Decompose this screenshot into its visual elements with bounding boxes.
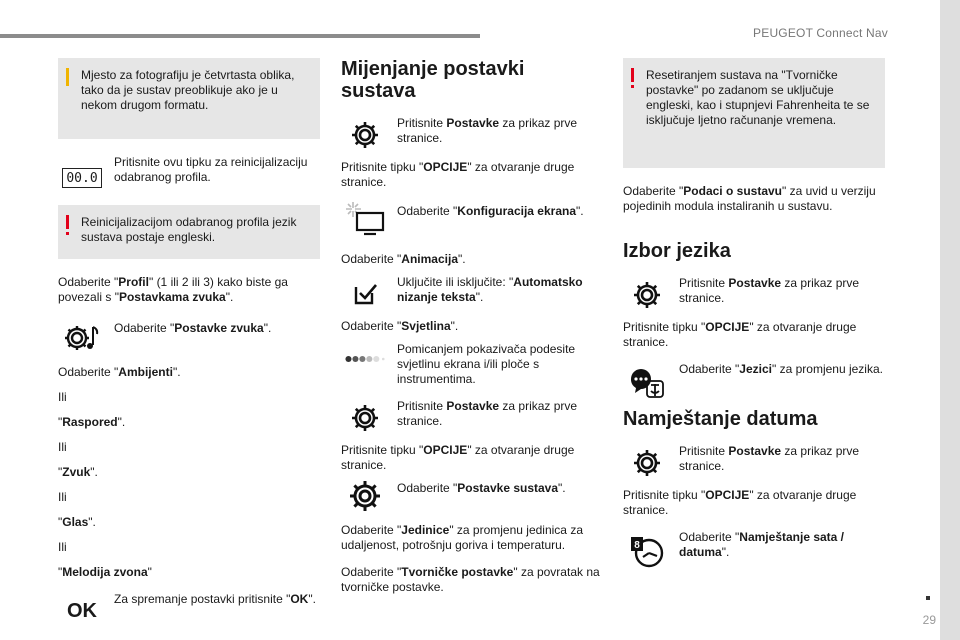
reset-key-icon: 00.0 [62, 161, 102, 195]
sound-settings-icon [62, 321, 102, 355]
options-paragraph-1: Pritisnite tipku "OPCIJE" za otvaranje druge stranice. [341, 160, 575, 189]
screen-config-step: Odaberite "Konfiguracija ekrana". [341, 202, 603, 240]
column-3 [623, 58, 885, 574]
factory-warning-note [623, 58, 885, 168]
column-1 [58, 58, 320, 636]
page-edge-strip [940, 0, 960, 640]
clock-badge: 8 [634, 540, 640, 551]
ok-step-text: Za spremanje postavki pritisnite "OK". [114, 592, 316, 606]
clock-icon [627, 534, 667, 568]
ok-step [58, 592, 320, 624]
reset-step-text: Pritisnite ovu tipku za reinicijalizaciju odabranog profila. [114, 155, 308, 184]
sound-line: "Zvuk". [58, 465, 98, 479]
brightness-paragraph: Odaberite "Svjetlina". [341, 319, 459, 333]
or-3: Ili [58, 490, 67, 504]
settings-step-1: Pritisnite Postavke za prikaz prve stranice. [341, 116, 603, 148]
warning-note-text: Reinicijalizacijom odabranog profila jezik sustava postaje engleski. [81, 215, 297, 244]
info-note [58, 58, 320, 139]
section-heading-system: Mijenjanje postavki sustava [341, 58, 525, 102]
factory-paragraph: Odaberite "Tvorničke postavke" za povratak na tvorničke postavke. [341, 565, 600, 594]
warning-icon [66, 215, 69, 229]
page-marker [926, 596, 930, 600]
system-info-paragraph: Odaberite "Podaci o sustavu" za uvid u verziju pojedinih modula instaliranih u sustavu. [623, 184, 876, 213]
gear-icon [345, 118, 385, 152]
sound-settings-text: Odaberite "Postavke zvuka". [114, 321, 272, 335]
brightness-step: Pomicanjem pokazivača podesite svjetlinu ekrana i/ili ploče s instrumentima. [341, 342, 603, 387]
auto-scroll-step: Uključite ili isključite: "Automatsko nizanje teksta". [341, 275, 603, 307]
header-title: PEUGEOT Connect Nav [753, 26, 888, 40]
ringtone-line: "Melodija zvona" [58, 565, 152, 579]
layout-line: "Raspored". [58, 415, 126, 429]
animation-paragraph: Odaberite "Animacija". [341, 252, 466, 266]
column-2 [341, 58, 603, 607]
profile-paragraph: Odaberite "Profil" (1 ili 2 ili 3) kako biste ga povezali s "Postavkama zvuka". [58, 275, 288, 304]
gear-icon [345, 479, 385, 513]
gear-icon [627, 446, 667, 480]
section-heading-language: Izbor jezika [623, 240, 731, 262]
warning-note [58, 205, 320, 259]
system-settings-step: Odaberite "Postavke sustava". [341, 471, 603, 511]
options-paragraph-2: Pritisnite tipku "OPCIJE" za otvaranje druge stranice. [341, 443, 575, 472]
page-number: 29 [922, 613, 936, 627]
info-icon [66, 68, 69, 86]
screen-brightness-icon [345, 202, 385, 236]
checkbox-icon [345, 277, 385, 311]
warning-icon [631, 68, 634, 82]
settings-step-2: Pritisnite Postavke za prikaz prve stranice. [341, 399, 603, 431]
or-2: Ili [58, 440, 67, 454]
header-bar [0, 34, 480, 38]
lang-options-paragraph: Pritisnite tipku "OPCIJE" za otvaranje druge stranice. [623, 320, 857, 349]
clock-date-step: 8 Odaberite "Namještanje sata / datuma". [623, 530, 885, 562]
section-heading-date: Namještanje datuma [623, 408, 818, 430]
sound-settings-step [58, 317, 320, 349]
voice-line: "Glas". [58, 515, 96, 529]
ok-icon: OK [67, 599, 97, 622]
language-icon [627, 366, 667, 400]
date-options-paragraph: Pritisnite tipku "OPCIJE" za otvaranje druge stranice. [623, 488, 857, 517]
gear-icon [345, 401, 385, 435]
or-1: Ili [58, 390, 67, 404]
brightness-dots-icon [345, 342, 385, 376]
languages-step: Odaberite "Jezici" za promjenu jezika. [623, 362, 885, 394]
or-4: Ili [58, 540, 67, 554]
reset-step [58, 155, 320, 187]
units-paragraph: Odaberite "Jedinice" za promjenu jedinica za udaljenost, potrošnju goriva i temperaturu. [341, 523, 583, 552]
lang-settings-step: Pritisnite Postavke za prikaz prve stranice. [623, 276, 885, 308]
ambients-line: Odaberite "Ambijenti". [58, 365, 181, 379]
date-settings-step: Pritisnite Postavke za prikaz prve stranice. [623, 444, 885, 476]
factory-warning-text: Resetiranjem sustava na "Tvorničke postavke" po zadanom se uključuje engleski, kao i stupnjevi Fahrenheita te se isključuje ljetno računanje vremena. [646, 68, 870, 127]
gear-icon [627, 278, 667, 312]
info-note-text: Mjesto za fotografiju je četvrtasta oblika, tako da je sustav preoblikuje ako je u nekom drugom formatu. [81, 68, 295, 112]
